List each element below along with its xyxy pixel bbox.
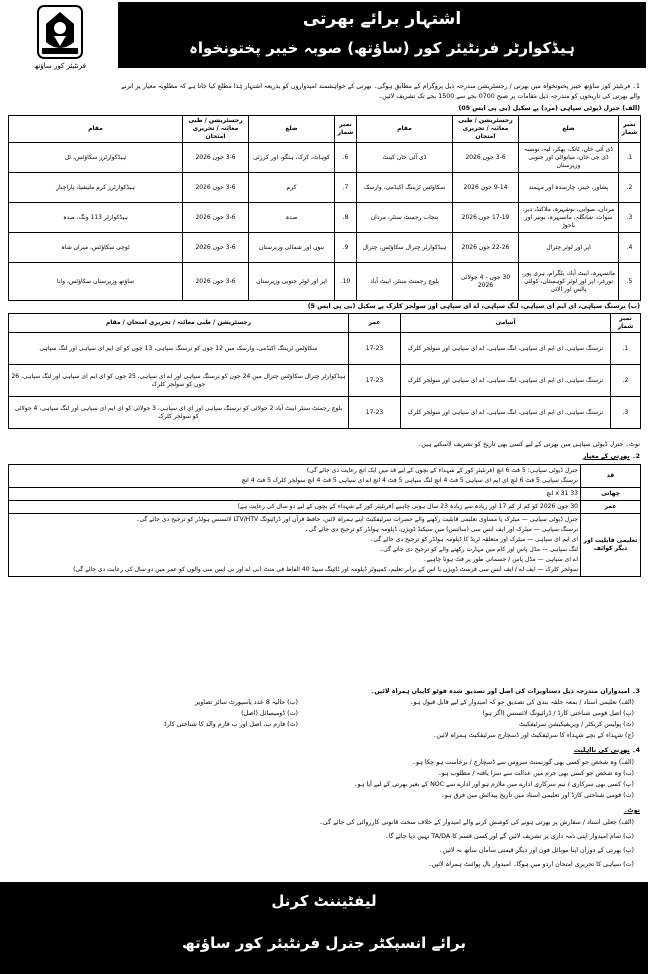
table-cell: 1. xyxy=(619,143,641,173)
table-cell: 30 جون - 4 جولائی 2026 xyxy=(453,263,519,301)
table-row xyxy=(9,397,641,429)
criteria-line: 33 x 31 انچ xyxy=(546,490,578,497)
signatory-rank: لیفٹیننٹ کرنل xyxy=(271,892,377,910)
specialist-posts-table xyxy=(8,313,641,429)
table-cell: ہیڈکوارٹرز سکاؤٹس، ٹل xyxy=(9,143,183,173)
disqualification-item xyxy=(8,769,634,778)
recruitment-schedule-table xyxy=(8,115,641,301)
table-b-header-cell: رجسٹریشن / طبی معائنہ / تحریری امتحان / مقام xyxy=(9,314,349,333)
section-4-number: 4۔ xyxy=(631,747,640,754)
table-cell: 8. xyxy=(335,203,357,233)
document-item xyxy=(304,698,634,707)
criteria-line: لنگ سپاہی — مڈل پاس اور کام میں مہارت رکھنے والے کو ترجیح دی جائے گی۔ xyxy=(379,546,578,553)
section-2-heading xyxy=(8,452,640,461)
table-a-header-cell: ضلع xyxy=(519,116,619,143)
table-cell: بلوچ رجمنٹ سنٹر ایبٹ آباد 2 جولائی کو نرسنگ سپاہی اور ای ای سپاہی، 3 جولائی کو ای ایم ای سپاہی اور لنگ سپاہی، 4 جولائی کو سولجر کلرک xyxy=(9,397,349,429)
item-marker: (الف) xyxy=(618,819,634,826)
note-item xyxy=(8,818,634,827)
criteria-line: جنرل ڈیوٹی سپاہی — میٹرک یا مساوی تعلیمی قابلیت رکھنے والے حضرات سرٹیفکیٹ اپنے ہمراہ لائیں، حافظ قرآن اور ڈرائیونگ LTV/HTV لائسنس ہولڈر کو ترجیح دی جائے گی۔ xyxy=(135,516,578,523)
item-text: وہ شخص جو کسی بھی گورنمنٹ سروس سے ڈسچارج / برخاست ہو چکا ہو۔ xyxy=(412,759,617,766)
item-text: جعلی اسناد / سفارش پر بھرتی ہونے کی کوشش کرنے والے امیدوار کے خلاف سخت قانونی کارروائی کی جائے گی۔ xyxy=(319,819,617,826)
table-a-body xyxy=(9,143,641,301)
criteria-values xyxy=(9,514,581,577)
logo-caption: فرنٹیئر کور ساؤتھ xyxy=(34,62,86,70)
table-cell: 3. xyxy=(619,203,641,233)
table-cell: ساؤتھ وزیرستان سکاؤٹس، وانا xyxy=(9,263,183,301)
item-text: اصل قومی شناختی کارڈ / ڈرائیونگ لائسنس (اگر ہو) xyxy=(482,710,622,717)
table-cell: نرسنگ سپاہی، ای ایم ای سپاہی، لنگ سپاہی، اے ای سپاہی اور سولجر کلرک xyxy=(401,333,611,365)
signatory-office: برائے انسپکٹر جنرل فرنٹیئر کور ساؤتھ xyxy=(181,934,467,952)
document-item xyxy=(304,709,634,718)
criteria-row xyxy=(9,501,641,514)
table-cell: ہیڈکوارٹر 113 ونگ، صدہ xyxy=(9,203,183,233)
item-text: تمام امیدوار اپنی ذمہ داری پر تشریف لائیں گے اور کسی قسم کا TA/DA نہیں دیا جائے گا۔ xyxy=(384,833,622,840)
table-cell: 3-6 جون 2026 xyxy=(183,233,249,263)
section-3-number: 3۔ xyxy=(631,688,640,695)
note-item xyxy=(8,832,634,841)
item-text: شہداء کے بچے شہداء کا سرٹیفکیٹ اور ڈسچارج سرٹیفکیٹ ہمراہ لائیں۔ xyxy=(432,732,623,739)
table-cell: ڈی آئی خان، ٹانک، بھکر، لیہ، تونسہ ڈی جی خان، میانوالی اور جنوبی وزیرستان xyxy=(519,143,619,173)
section-b-title: (ب) نرسنگ سپاہی، ای ایم ای سپاہی، لنگ سپاہی، اے ای سپاہی اور سولجر کلرک پے سکیل (بی پی ایس 5) xyxy=(307,303,640,310)
item-text: تعلیمی اسناد / بمعہ حلقہ بندی کی تصدیق جو کہ امیدوار کے لیے قابل قبول ہو۔ xyxy=(409,699,617,706)
table-a-header-cell: مقام xyxy=(357,116,453,143)
table-cell: 5. xyxy=(619,263,641,301)
criteria-line: جنرل ڈیوٹی سپاہی: 5 فٹ 6 انچ (فرنٹیئر کور کے شہداء کے بچوں کے لیے قد میں ایک انچ رعایت دی جائے گی) xyxy=(306,467,578,474)
table-c-body xyxy=(9,465,641,577)
document-item xyxy=(8,709,298,718)
item-text: ڈومیسائل (اصل) xyxy=(241,710,286,717)
table-cell: نرسنگ سپاہی، ای ایم ای سپاہی، لنگ سپاہی، اے ای سپاہی اور سولجر کلرک xyxy=(401,397,611,429)
item-text: وہ شخص جو کسی بھی جرم میں عدالت سے سزا یافتہ / مطلوب ہو۔ xyxy=(437,770,622,777)
item-marker: (ب) xyxy=(623,833,634,840)
item-marker: (ج) xyxy=(625,732,634,739)
table-cell: 2. xyxy=(619,173,641,203)
document-item xyxy=(8,698,298,707)
table-cell: ہیڈکوارٹر چترال سکاؤٹس چترال میں 24 جون کو نرسنگ سپاہی اور اے ای سپاہی، 25 جون کو ای ایم ای سپاہی اور لنگ سپاہی، 26 جون کو سولجر کلرک xyxy=(9,365,349,397)
table-row xyxy=(9,233,641,263)
table-a-header-cell: رجسٹریشن / طبی معائنہ / تحریری امتحان xyxy=(183,116,249,143)
criteria-label: چھاتی xyxy=(581,488,641,501)
criteria-line: نرسنگ سپاہی 5 فٹ 6 انچ ای ایم ای سپاہی 5 فٹ 4 انچ لنگ سپاہی 5 فٹ 4 انچ اے ای سپاہی 5 فٹ 4 انچ سولجر کلرک 5 فٹ 4 انچ xyxy=(241,477,578,484)
section-3-intro: امیدواران مندرجہ ذیل دستاویزات کی اصل اور تصدیق شدہ فوٹو کاپیاں ہمراہ لائیں۔ xyxy=(370,688,630,695)
table-row xyxy=(9,365,641,397)
table-b-body xyxy=(9,333,641,429)
frontier-corps-logo xyxy=(6,4,114,76)
table-cell: نرسنگ سپاہی، ای ایم ای سپاہی، لنگ سپاہی، اے ای سپاہی اور سولجر کلرک xyxy=(401,365,611,397)
eligibility-criteria-table xyxy=(8,464,641,577)
criteria-label: عمر xyxy=(581,501,641,514)
table-cell: ڈی آئی خان کینٹ xyxy=(357,143,453,173)
criteria-line: 30 جون 2026 کو کم از کم 17 اور زیادہ سے زیادہ 23 سال ہونی چاہیے (فرنٹیئر کور کے شہداء کے بچوں کے لیے دو سال کی رعایت ہے) xyxy=(237,503,578,510)
note-2-title: نوٹ۔ xyxy=(623,807,640,814)
table-cell: 6. xyxy=(335,143,357,173)
section-3-heading xyxy=(8,687,640,696)
note-1: نوٹ۔ جنرل ڈیوٹی سپاہی میں بھرتی کے لیے کسی بھی تاریخ کو تشریف لاسکتے ہیں۔ xyxy=(417,441,640,448)
table-b-header-row xyxy=(9,314,641,333)
table-row xyxy=(9,263,641,301)
table-a-header-cell: رجسٹریشن / طبی معائنہ / تحریری امتحان xyxy=(453,116,519,143)
table-cell: 3-6 جون 2026 xyxy=(183,173,249,203)
table-row xyxy=(9,143,641,173)
section-1-line-1 xyxy=(8,82,640,91)
table-cell: 3-6 جون 2026 xyxy=(183,203,249,233)
table-cell: 7. xyxy=(335,173,357,203)
header-banner xyxy=(118,2,646,68)
table-cell: 17-23 xyxy=(349,397,401,429)
item-text: قومی شناختی کارڈ اور تعلیمی اسناد میں تاریخ پیدائش میں فرق ہو۔ xyxy=(441,792,622,799)
table-cell: 2. xyxy=(611,365,641,397)
item-text: فارم ب، اصل اور ب فارم والد کا شناختی کارڈ xyxy=(163,721,286,728)
item-marker: (پ) xyxy=(623,847,634,854)
table-a-header-cell: نمبر شمار xyxy=(335,116,357,143)
table-cell: 17-23 xyxy=(349,333,401,365)
item-text: پولیس کریکٹر / ویریفیکیشن سرٹیفکیٹ xyxy=(519,721,622,728)
criteria-label: تعلیمی قابلیت اور دیگر کوائف xyxy=(581,514,641,577)
table-cell: ہیڈکوارٹرز کرم ملیشیا، پاراچنار xyxy=(9,173,183,203)
table-cell: بلوچ رجمنٹ سنٹر، ایبٹ آباد xyxy=(357,263,453,301)
table-cell: ٹوچی سکاؤٹس، میران شاہ xyxy=(9,233,183,263)
criteria-line: سولجر کلرک — ایف اے / ایف ایس سی فرسٹ ڈویژن یا اس کے برابر تعلیم، کمپیوٹر ڈپلومہ اور ٹائپنگ سپیڈ 40 الفاظ فی منٹ (بی اے اور بی ایس سی والوں کو عمر میں دو سال کی رعایت دی جائے گی) xyxy=(73,566,578,573)
table-cell: 3. xyxy=(611,397,641,429)
table-cell: اپر اور لوئر چترال xyxy=(519,233,619,263)
section-1-line-2: والے بھرتی کی تاریخوں کو مندرجہ ذیل مقامات پر صبح 0700 بجے سے 1500 بجے تک تشریف لائیں۔ xyxy=(378,93,640,100)
table-b-header-cell: عمر xyxy=(349,314,401,333)
signature-banner xyxy=(0,882,648,974)
item-marker: (پ) xyxy=(623,710,634,717)
item-marker: (الف) xyxy=(618,699,634,706)
criteria-line: اے ای سپاہی — مڈل پاس / جسمانی طور پر فٹ ہونا چاہیے۔ xyxy=(423,556,578,563)
item-text: حالیہ 8 عدد پاسپورٹ سائز تصاویر xyxy=(195,699,286,706)
criteria-row xyxy=(9,488,641,501)
table-row xyxy=(9,333,641,365)
criteria-values xyxy=(9,488,581,501)
item-marker: (ب) xyxy=(623,770,634,777)
item-marker: (پ) xyxy=(623,781,634,788)
item-marker: (ب) xyxy=(287,699,298,706)
table-b-header-cell: نمبر شمار xyxy=(611,314,641,333)
item-text: سپاہی کا تحریری امتحان اردو میں ہوگا۔ امیدوار بال پوائنٹ ہمراہ لائیں۔ xyxy=(427,861,622,868)
document-item xyxy=(304,731,634,740)
crest-icon xyxy=(6,4,114,64)
section-1-text-1: فرنٹیئر کور ساؤتھ خیبر پختونخواہ میں بھرتی / رجسٹریشن مندرجہ ذیل پروگرام کے مطابق ہوگی۔ بھرتی کے خواہشمند امیدواروں کو بذریعہ اشتہار ہٰذا مطلع کیا جاتا ہے کہ مطلوبہ معیار پر اترنے xyxy=(121,83,631,90)
table-a-header-cell: مقام xyxy=(9,116,183,143)
item-marker: (الف) xyxy=(618,759,634,766)
table-cell: 17-23 xyxy=(349,365,401,397)
item-text: بھرتی کے دوران اپنا موبائل فون اور دیگر قیمتی سامان ساتھ نہ لائیں۔ xyxy=(438,847,622,854)
disqualification-item xyxy=(8,758,634,767)
table-cell: بنوں اور شمالی وزیرستان xyxy=(249,233,335,263)
item-marker: (ت) xyxy=(623,792,634,799)
criteria-row xyxy=(9,465,641,488)
table-row xyxy=(9,203,641,233)
table-cell: سکاؤٹس ٹریننگ اکیڈمی، وارسک xyxy=(357,173,453,203)
table-cell: مردان، صوابی، نوشہرہ، ملاکنڈ، دیر، سوات، شانگلہ، مانسہرہ، بونیر اور باجوڑ xyxy=(519,203,619,233)
note-2-label xyxy=(8,806,640,815)
item-marker: (ت) xyxy=(287,710,298,717)
section-4-title: بھرتی کی نااہلیت xyxy=(573,747,630,754)
table-cell: مانسہرہ، ایبٹ آباد، بٹگرام، ہری پور، تورغر، اپر اور لوئر کوہستان، کولئی پالس اور الائی xyxy=(519,263,619,301)
criteria-label: قد xyxy=(581,465,641,488)
note-item xyxy=(8,846,634,855)
table-cell: 10. xyxy=(335,263,357,301)
table-cell: 22-26 جون 2026 xyxy=(453,233,519,263)
table-cell: 17-19 جون 2026 xyxy=(453,203,519,233)
item-marker: (ت) xyxy=(623,861,634,868)
table-a-header-cell: نمبر شمار xyxy=(619,116,641,143)
table-cell: 9. xyxy=(335,233,357,263)
table-cell: 3-6 جون 2026 xyxy=(183,143,249,173)
document-item xyxy=(304,720,634,729)
table-a-header-cell: ضلع xyxy=(249,116,335,143)
table-cell: پنجاب رجمنٹ سنٹر، مردان xyxy=(357,203,453,233)
table-cell: صدہ xyxy=(249,203,335,233)
item-marker: (ث) xyxy=(287,721,298,728)
item-text: کسی بھی سرکاری / نیم سرکاری ادارے میں ملازم ہو اور ادارے سے NOC کے بغیر بھرتی کے لیے آیا ہو۔ xyxy=(353,781,622,788)
table-cell: سکاؤٹس ٹریننگ اکیڈمی، وارسک میں 12 جون کو نرسنگ سپاہی، 13 جون کو ای ایم ای سپاہی اور لنگ سپاہی xyxy=(9,333,349,365)
table-cell: 3-6 جون 2026 xyxy=(453,143,519,173)
table-cell: 4. xyxy=(619,233,641,263)
table-row xyxy=(9,173,641,203)
table-cell: 3-6 جون 2026 xyxy=(183,263,249,301)
note-item xyxy=(8,860,634,869)
criteria-line: ای ایم ای سپاہی — میٹرک اور متعلقہ ٹریڈ کا ڈپلومہ ہولڈر کو ترجیح دی جائے گی۔ xyxy=(369,536,578,543)
document-item xyxy=(8,720,298,729)
table-cell: اپر اور لوئر جنوبی وزیرستان xyxy=(249,263,335,301)
table-cell: پشاور، خیبر، چارسدہ اور مہمند xyxy=(519,173,619,203)
table-cell: 1. xyxy=(611,333,641,365)
item-marker: (ٹ) xyxy=(623,721,634,728)
criteria-values xyxy=(9,465,581,488)
table-cell: کرم xyxy=(249,173,335,203)
section-1-sub-a: (الف) جنرل ڈیوٹی سپاہی (مرد) پے سکیل (بی پی ایس 05) xyxy=(458,105,640,112)
table-cell: 9-14 جون 2026 xyxy=(453,173,519,203)
table-cell: کوہاٹ، کرک، ہنگو، اور کرزئی xyxy=(249,143,335,173)
table-a-header-row xyxy=(9,116,641,143)
table-cell: ہیڈکوارٹر چترال سکاؤٹس، چترال xyxy=(357,233,453,263)
page-subtitle: ہیڈکوارٹر فرنٹیئر کور (ساؤتھ) صوبہ خیبر پختونخواہ xyxy=(189,39,575,57)
section-2-title: بھرتی کے معیار xyxy=(582,453,630,460)
section-4-heading xyxy=(8,746,640,755)
criteria-values xyxy=(9,501,581,514)
section-2-number: 2۔ xyxy=(631,453,640,460)
page-title: اشتہار برائے بھرتی xyxy=(302,9,462,29)
criteria-row xyxy=(9,514,641,577)
disqualification-item xyxy=(8,780,634,789)
disqualification-item xyxy=(8,791,634,800)
criteria-line: نرسنگ سپاہی — میٹرک اور ایف ایس سی (سائنس) میں سیکنڈ ڈویژن، ڈپلومہ ہولڈر کو ترجیح دی جائے گی۔ xyxy=(305,526,578,533)
section-1-number: 1۔ xyxy=(632,83,640,90)
table-b-header-cell: آسامی xyxy=(401,314,611,333)
